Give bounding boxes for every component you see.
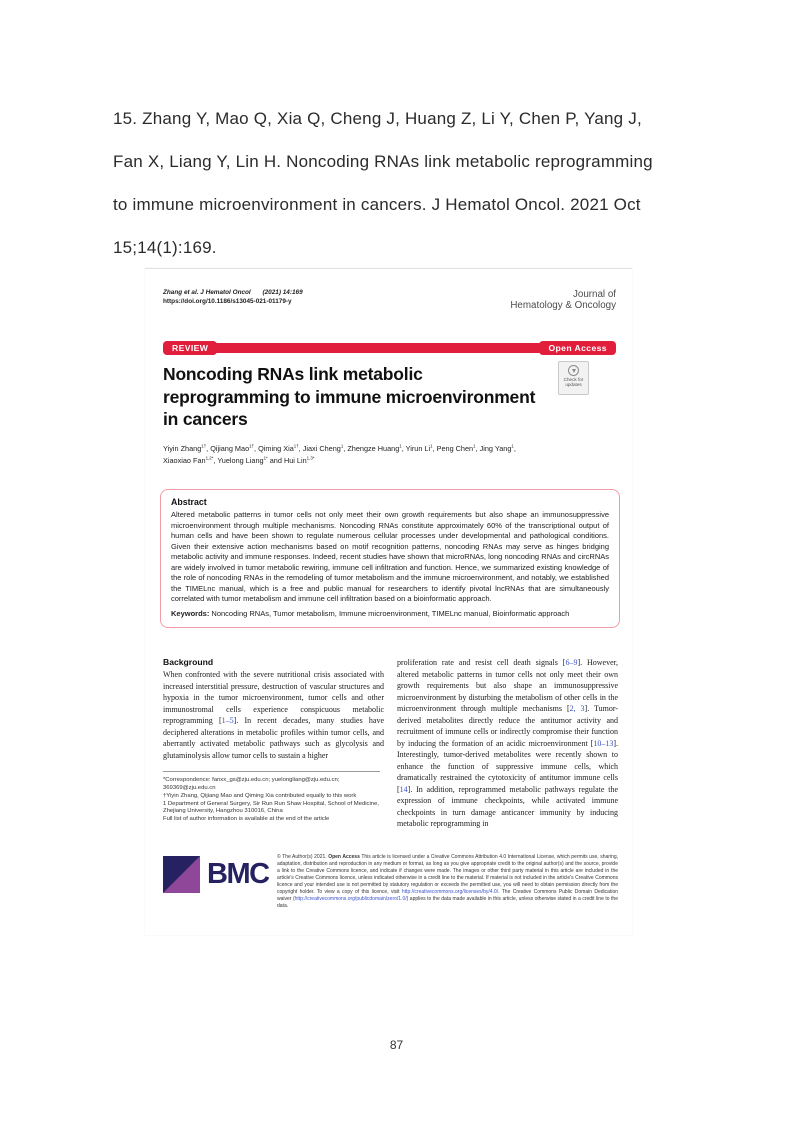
author-line: Xiaoxiao Fan$^{1,2*}$, Yuelong Liang$^{1*}$ and Hui Lin$^{1,3*}$ <box>163 455 315 465</box>
affiliation-note: 1 Department of General Surgery, Sir Run Run Shaw Hospital, School of Medicine, Zhejiang University, Hangzhou 310016, China <box>163 800 379 815</box>
link[interactable]: 1–5 <box>221 716 234 725</box>
journal-name-line2: Hematology & Oncology <box>510 300 616 311</box>
citation-line: Fan X, Liang Y, Lin H. Noncoding RNAs link metabolic reprogramming <box>113 152 653 171</box>
link[interactable]: http://creativecommons.org/publicdomain/zero/1.0/ <box>294 896 407 902</box>
footnotes <box>163 777 384 824</box>
check-updates-icon <box>568 365 579 376</box>
title-line: Noncoding RNAs link metabolic <box>163 364 423 384</box>
abstract-heading: Abstract <box>171 497 207 507</box>
check-updates-label: Check for updates <box>563 377 584 388</box>
background-paragraph: When confronted with the severe nutritional crisis associated with increased interstitial pressure, destruction of vascular structures and hypoxia in the tumor microenvironment, tumor cells and other immunostromal cells experience conspicuous metabolic reprogramming [1–5]. In recent decades, many studies have deciphered alterations in metabolic profiles within tumor cells, and aberrantly activated metabolic pathways such as glycolysis and glutaminolysis allow tumor cells to sustain a higher <box>163 670 384 760</box>
reference-citation <box>113 97 688 269</box>
running-head-block <box>163 289 303 311</box>
journal-name-line1: Journal of <box>572 289 616 300</box>
bmc-logo <box>163 856 271 893</box>
keywords-line <box>171 609 609 620</box>
citation-line: 15;14(1):169. <box>113 238 217 257</box>
equal-contribution-note: †Yiyin Zhang, Qijiang Mao and Qiming Xia contributed equally to this work <box>163 792 357 799</box>
section-heading-background: Background <box>163 657 214 667</box>
article-title <box>163 363 553 431</box>
copyright-license-text: © The Author(s) 2021. Open Access This article is licensed under a Creative Commons Attribution 4.0 International License, which permits use, sharing, adaptation, distribution and reproduction in any medium or format, as long as you give appropriate credit to the original author(s) and the source, provide a link to the Creative Commons licence, and indicate if changes were made. The images or other third party material in this article are included in the article's Creative Commons licence, unless indicated otherwise in a credit line to the material. If material is not included in the article's Creative Commons licence and your intended use is not permitted by statutory regulation or exceeds the permitted use, you will need to obtain permission directly from the copyright holder. To view a copy of this licence, visit http://creativecommons.org/licenses/by/4.0/. The Creative Commons Public Domain Dedication waiver (http://creativecommons.org/publicdomain/zero/1.0/) applies to the data made available in this article, unless otherwise stated in a credit line to the data. <box>277 854 619 909</box>
citation-line: 15. Zhang Y, Mao Q, Xia Q, Cheng J, Huang Z, Li Y, Chen P, Yang J, <box>113 109 642 128</box>
article-screenshot <box>145 268 632 935</box>
body-columns <box>163 657 618 830</box>
doi-link[interactable]: https://doi.org/10.1186/s13045-021-01179-y <box>163 297 292 305</box>
review-banner <box>163 341 616 355</box>
issue-info: (2021) 14:169 <box>262 289 303 296</box>
keywords-label: Keywords: <box>171 608 210 618</box>
publisher-row <box>163 854 618 910</box>
left-column <box>163 657 384 830</box>
link[interactable]: http://creativecommons.org/licenses/by/4.0/ <box>401 889 499 895</box>
link[interactable]: 6–9 <box>565 658 578 667</box>
link[interactable]: 2, 3 <box>569 704 585 713</box>
author-list <box>163 443 618 466</box>
link[interactable]: 10–13 <box>593 738 614 748</box>
footnote-divider <box>163 771 380 772</box>
open-access-label: Open Access <box>539 341 616 355</box>
background-paragraph-continued: proliferation rate and resist cell death signals [6–9]. However, altered metabolic patterns in tumor cells not only meet their own growth requirements but also shape an immunosuppressive microenvironment by disturbing the metabolism of other cells in the microenvironment through multiple mechanisms [2, 3]. Tumor-derived metabolites directly reduce the antitumor activity and recruitment of immune cells or indirectly compromise their function by inducing the formation of an acidic microenvironment [10–13]. Interestingly, tumor-derived metabolites were recently shown to enhance the function of suppressive immune cells, which dramatically restrained the cytotoxicity of antitumor immune cells [14]. In addition, reprogrammed metabolic pathways regulate the expression of immune checkpoints, while activated immune checkpoints in turn damage anticancer immunity by inducing metabolic reprogramming in <box>397 658 618 828</box>
article-header <box>163 289 616 311</box>
journal-logo-text <box>510 289 616 311</box>
title-line: in cancers <box>163 409 248 429</box>
citation-line: to immune microenvironment in cancers. J Hematol Oncol. 2021 Oct <box>113 195 641 214</box>
title-line: reprogramming to immune microenvironment <box>163 386 536 407</box>
correspondence-note: *Correspondence: fanxx_gs@zju.edu.cn; yuelongliang@zju.edu.cn; 369369@zju.edu.cn <box>163 777 340 791</box>
page-number: 87 <box>389 1038 404 1052</box>
check-for-updates-badge[interactable] <box>558 361 589 395</box>
author-info-note: Full list of author information is available at the end of the article <box>163 816 330 823</box>
bmc-logo-mark-icon <box>163 856 200 893</box>
abstract-box <box>160 489 620 628</box>
link[interactable]: 14 <box>399 784 408 794</box>
abstract-text: Altered metabolic patterns in tumor cells not only meet their own growth requirements but also shape an immunosuppressive microenvironment through multiple mechanisms. Noncoding RNAs constitute approximately 60% of the transcriptional output of human cells and have been shown to regulate numerous cellular processes under developmental and pathological conditions. Given their extensive action mechanisms based on motif recognition patterns, noncoding RNAs may serve as hinges bridging metabolic activity and immune responses. Indeed, recent studies have shown that microRNAs, long noncoding RNAs and circRNAs are widely involved in tumor metabolic rewiring, immune cell infiltration and function. Hence, we summarized existing knowledge of the role of noncoding RNAs in the remodeling of tumor metabolism and the immune microenvironment, and notably, we established the TIMELnc manual, which is a free and public manual for researchers to identify pivotal lncRNAs that are simultaneously correlated with tumor metabolism and immune cell infiltration based on a bioinformatic approach. <box>171 510 609 603</box>
bmc-logo-text: BMC <box>207 858 269 890</box>
right-column <box>397 657 618 830</box>
author-line: Yiyin Zhang$^{1\dagger}$, Qijiang Mao$^{1\dagger}$, Qiming Xia$^{1\dagger}$, Jiaxi Cheng$^1$, Zhengze Huang$^1$, Yirun Li$^1$, Peng Chen$^1$, Jing Yang$^1$, <box>163 443 516 453</box>
running-head: Zhang et al. J Hematol Oncol <box>163 289 251 296</box>
article-type-label: REVIEW <box>163 341 217 355</box>
keywords-text: Noncoding RNAs, Tumor metabolism, Immune microenvironment, TIMELnc manual, Bioinformatic approach <box>209 608 570 618</box>
